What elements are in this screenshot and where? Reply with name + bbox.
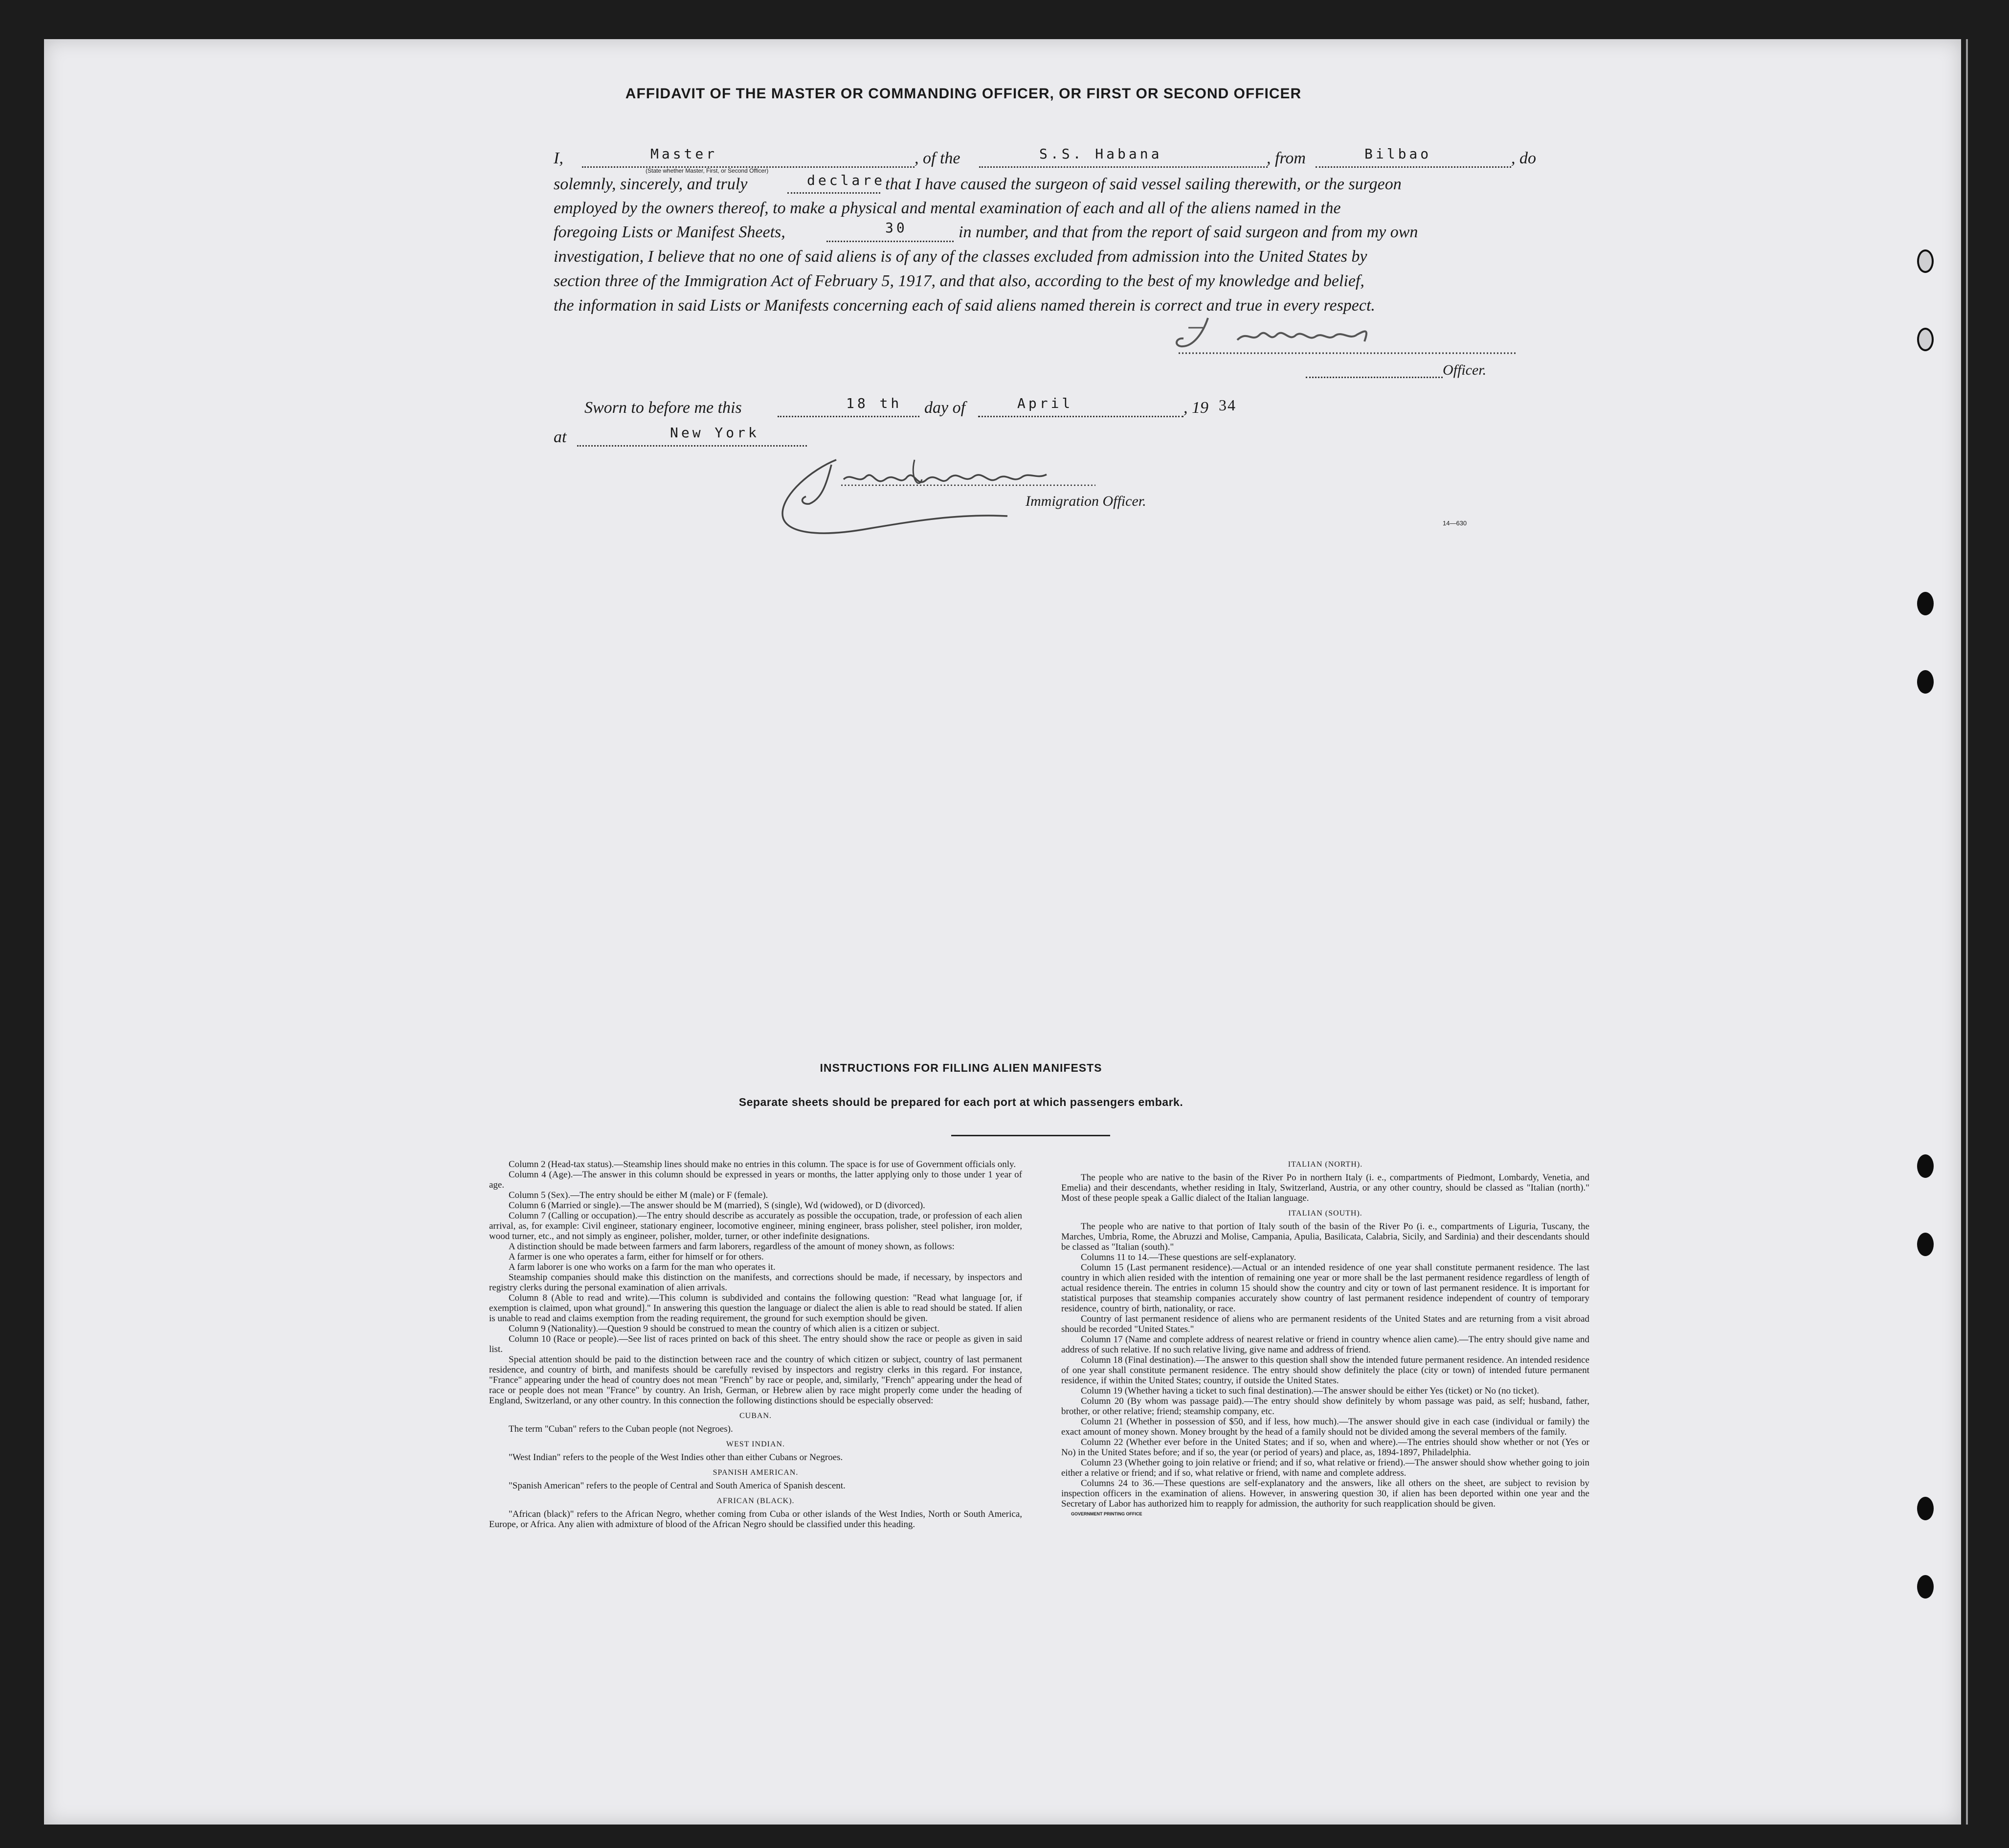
instructions-right-column: [1061, 1159, 1589, 1519]
sworn-day-field: 18 th: [846, 395, 902, 411]
binder-hole: [1917, 1575, 1934, 1599]
rank-note: (State whether Master, First, or Second Officer): [646, 167, 769, 174]
line2-post: that I have caused the surgeon of said vessel sailing therewith, or the surgeon: [885, 175, 1402, 193]
right-paragraph: Column 20 (By whom was passage paid).—The entry should show definitely by whom passage was paid, as self; husband, father, brother, or other relative; friend; steamship company, etc.: [1061, 1396, 1589, 1417]
year-field: 34: [1219, 396, 1236, 414]
place-field: New York: [670, 425, 759, 441]
left-paragraph: A farmer is one who operates a farm, either for himself or for others.: [509, 1252, 764, 1262]
binder-hole: [1917, 1154, 1934, 1178]
left-paragraph: Column 10 (Race or people).—See list of races printed on back of this sheet. The entry should show the race or people as given in said list.: [489, 1334, 1022, 1354]
west-indian-text: "West Indian" refers to the people of the West Indies other than either Cubans or Negroes.: [509, 1452, 843, 1463]
from-label: , from: [1267, 149, 1306, 167]
italian-north-heading: ITALIAN (NORTH).: [1288, 1160, 1363, 1169]
italian-north-text: The people who are native to the basin of the River Po in northern Italy (i. e., compartments of Piedmont, Lombardy, Venetia, and Emelia) and their descendants, whether residing in Italy, Switzerland, Austria, or any other country, should be classed as "Italian (north)." Most of these people speak a Gallic dialect of the Italian language.: [1061, 1172, 1589, 1203]
page-edge: [1966, 39, 1968, 1825]
african-text: "African (black)" refers to the African Negro, whether coming from Cuba or other islands of the West Indies, North or South America, Europe, or Africa. Any alien with admixture of blood of the African Negro should be classified under this heading.: [489, 1509, 1022, 1530]
left-paragraph: A farm laborer is one who works on a farm for the man who operates it.: [509, 1262, 776, 1272]
spanish-american-text: "Spanish American" refers to the people of Central and South America of Spanish descent.: [509, 1481, 846, 1491]
left-paragraph: Column 6 (Married or single).—The answer should be M (married), S (single), Wd (widowed), or D (divorced).: [509, 1200, 925, 1211]
sworn-month-field: April: [1017, 395, 1073, 411]
right-paragraph: Columns 11 to 14.—These questions are self-explanatory.: [1081, 1252, 1296, 1262]
vessel-field: S.S. Habana: [1039, 146, 1162, 162]
left-paragraph: A distinction should be made between farmers and farm laborers, regardless of the amount of money shown, as follows:: [509, 1241, 955, 1252]
verb-field: declare: [807, 172, 886, 188]
at-label: at: [554, 428, 567, 446]
divider: [951, 1135, 1110, 1136]
right-paragraph: Column 18 (Final destination).—The answer to this question shall show the intended future permanent residence. An intended residence of one year shall constitute permanent residence. The entry should show definitely the place (city or town) of intended future permanent residence, if within the United States; country, if outside the United States.: [1061, 1355, 1589, 1386]
form-number: 14—630: [1443, 519, 1467, 527]
binder-hole: [1917, 1497, 1934, 1520]
right-paragraph: The people who are native to that portion of Italy south of the basin of the River Po (i. e., compartments of Liguria, Tuscany, the Marches, Umbria, Rome, the Abruzzi and Molise, Campania, Apulia, Basilicata, Calabria, Sicily, and Sardinia) and their descendants should be classed as "Italian (south).": [1061, 1221, 1589, 1252]
italian-south-heading: ITALIAN (SOUTH).: [1288, 1209, 1362, 1217]
left-paragraph: Column 8 (Able to read and write).—This column is subdivided and contains the following question: "Read what language [or, if exemption is claimed, upon what ground]." In answering this question the language or dialect the alien is able to read should be stated. If alien is unable to read and claims exemption from the reading requirement, the ground for such exemption should be given.: [489, 1293, 1022, 1324]
left-paragraph: Column 7 (Calling or occupation).—The entry should describe as accurately as possible the occupation, trade, or profession of each alien arrival, as, for example: Civil engineer, stationary engineer, locomotive engineer, mining engineer, brass polisher, steel polisher, iron molder, wood turner, etc., and not simply as engineer, polisher, molder, turner, or other indefinite designations.: [489, 1211, 1022, 1241]
officer-label: Officer.: [1443, 362, 1487, 378]
of-the-label: , of the: [915, 149, 960, 167]
line4-pre: foregoing Lists or Manifest Sheets,: [554, 223, 785, 241]
line5: investigation, I believe that no one of said aliens is of any of the classes excluded from admission into the United States by: [554, 248, 1367, 266]
binder-hole: [1917, 328, 1934, 351]
right-paragraph: Column 15 (Last permanent residence).—Actual or an intended residence of one year shall constitute permanent residence. The last country in which alien resided with the intention of remaining one year or more shall be the last permanent residence regardless of length of actual residence therein. The entries in column 15 should show the country and city or town of last permanent residence. It is important for statistical purposes that steamship companies accurately show country of last permanent residence independent of country of temporary residence, country of birth, nationality, or race.: [1061, 1262, 1589, 1314]
left-paragraphs: [489, 1159, 1022, 1406]
cuban-heading: CUBAN.: [739, 1412, 772, 1420]
right-paragraph: Column 17 (Name and complete address of nearest relative or friend in country whence alien came).—The entry should give name and address of such relative. If no such relative living, give name and address of friend.: [1061, 1334, 1589, 1355]
west-indian-heading: WEST INDIAN.: [726, 1440, 785, 1448]
left-paragraph: Steamship companies should make this distinction on the manifests, and corrections should be made, if necessary, by inspectors and registry clerks during the personal examination of alien arrivals.: [489, 1272, 1022, 1293]
line6: section three of the Immigration Act of February 5, 1917, and that also, according to the best of my knowledge and belief,: [554, 272, 1364, 290]
line7: the information in said Lists or Manifests concerning each of said aliens named therein is correct and true in every respect.: [554, 296, 1375, 315]
do-label: , do: [1511, 149, 1536, 167]
sheets-count-field: 30: [885, 220, 908, 236]
binder-hole: [1917, 1233, 1934, 1256]
right-paragraph: Column 23 (Whether going to join relative or friend; and if so, what relative or friend).—The answer should show whether going to join either a relative or friend; and if so, what relative or friend, with name and complete address.: [1061, 1458, 1589, 1478]
left-paragraph: Column 4 (Age).—The answer in this column should be expressed in years or months, the latter applying only to those under 1 year of age.: [489, 1170, 1022, 1190]
line2-pre: solemnly, sincerely, and truly: [554, 175, 748, 193]
year-prefix: , 19: [1183, 399, 1208, 417]
binder-hole: [1917, 592, 1934, 615]
instructions-left-column: [489, 1159, 1022, 1530]
right-paragraph: Columns 24 to 36.—These questions are self-explanatory and the answers, like all others on the sheet, are subject to revision by inspection officers in the examination of aliens. However, in answering question 30, if alien has been deported within one year and the Secretary of Labor has authorized him to reapply for admission, the authority for such reapplication should be given.: [1061, 1478, 1589, 1509]
instructions-title: INSTRUCTIONS FOR FILLING ALIEN MANIFESTS: [820, 1061, 1102, 1074]
right-paragraph: Country of last permanent residence of aliens who are permanent residents of the United States and are returning from a visit abroad should be recorded "United States.": [1061, 1314, 1589, 1334]
rank-field: Master: [650, 146, 718, 162]
immigration-officer-label: Immigration Officer.: [1026, 493, 1146, 509]
document-sheet: [44, 39, 1961, 1825]
cuban-text: The term "Cuban" refers to the Cuban people (not Negroes).: [509, 1424, 733, 1434]
left-paragraph: Column 5 (Sex).—The entry should be either M (male) or F (female).: [509, 1190, 768, 1200]
binder-hole: [1917, 249, 1934, 273]
right-paragraph: Column 21 (Whether in possession of $50, and if less, how much).—The answer should give in each case (individual or family) the exact amount of money shown. Money brought by the head of a family should not be divided among the several members of the family.: [1061, 1417, 1589, 1437]
right-paragraph: Column 19 (Whether having a ticket to such final destination).—The answer should be either Yes (ticket) or No (no ticket).: [1081, 1386, 1540, 1396]
spanish-american-heading: SPANISH AMERICAN.: [713, 1468, 799, 1477]
line4-post: in number, and that from the report of said surgeon and from my own: [959, 223, 1418, 241]
master-signature: [1135, 313, 1526, 357]
affidavit-title: AFFIDAVIT OF THE MASTER OR COMMANDING OFFICER, OR FIRST OR SECOND OFFICER: [625, 86, 1302, 102]
african-heading: AFRICAN (BLACK).: [716, 1497, 795, 1505]
i-label: I,: [554, 149, 563, 167]
left-paragraph: Column 2 (Head-tax status).—Steamship lines should make no entries in this column. The space is for use of Government officials only.: [509, 1159, 1016, 1170]
right-paragraphs: [1061, 1221, 1589, 1509]
line3: employed by the owners thereof, to make a physical and mental examination of each and all of the aliens named in the: [554, 199, 1341, 217]
printing-office: GOVERNMENT PRINTING OFFICE: [1071, 1511, 1142, 1516]
binder-hole: [1917, 670, 1934, 694]
day-of-label: day of: [924, 399, 966, 417]
left-paragraph: Special attention should be paid to the distinction between race and the country of which citizen or subject, country of last permanent residence, and country of birth, and manifests should be carefully revised by inspectors and registry clerks in this regard. For instance, "France" appearing under the head of country does not mean "French" by race or people, and, similarly, "French" appearing under the head of race or people does not mean "France" by country. An Irish, German, or Hebrew alien by race might properly come under the heading of England, Switzerland, or any other country. In this connection the following distinctions should be especially observed:: [489, 1354, 1022, 1406]
port-field: Bilbao: [1364, 146, 1432, 162]
left-paragraph: Column 9 (Nationality).—Question 9 should be construed to mean the country of which alien is a citizen or subject.: [509, 1324, 940, 1334]
sworn-pre: Sworn to before me this: [584, 399, 742, 417]
right-paragraph: Column 22 (Whether ever before in the United States; and if so, when and where).—The entries should show whether or not (Yes or No) in the United States before; and if so, the year (or period of years) and place, as, 1894-1897, Philadelphia.: [1061, 1437, 1589, 1458]
instructions-subtitle: Separate sheets should be prepared for each port at which passengers embark.: [738, 1096, 1183, 1108]
